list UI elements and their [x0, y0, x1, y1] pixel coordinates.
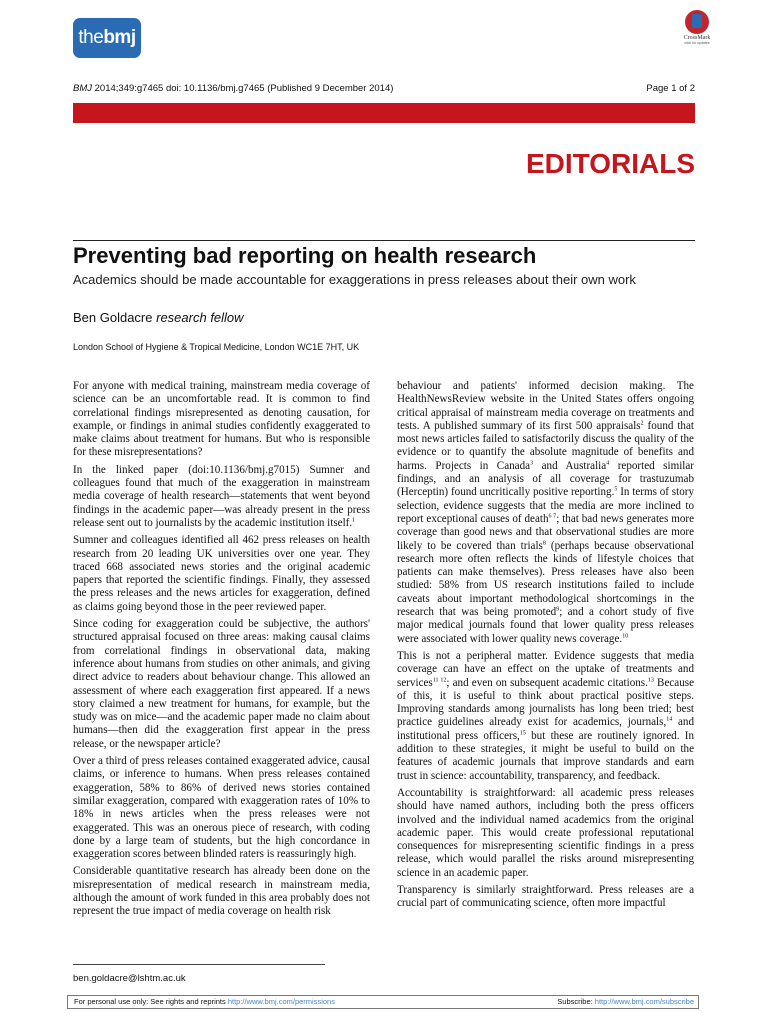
paragraph: [73, 464, 370, 530]
logo-text-the: the: [78, 27, 104, 48]
reference-marker[interactable]: 11 12: [432, 676, 447, 683]
reference-marker[interactable]: 9: [556, 606, 560, 613]
paragraph: [397, 650, 694, 783]
article-title: Preventing bad reporting on health research: [73, 243, 537, 268]
footer-rights: [74, 996, 335, 1008]
subscribe-link[interactable]: http://www.bmj.com/subscribe: [594, 997, 694, 1006]
footer-subscribe: [557, 996, 694, 1008]
paragraph-text: ; and a cohort study of five major medical journals found that lower quality press releases were associated with lower quality news coverage.: [397, 606, 694, 645]
author-line: [73, 310, 244, 325]
header-red-bar: [73, 103, 695, 123]
paragraph-text: but these are routinely ignored. In addition to these strategies, it might be useful to build on the features of academic journals that improve standards and earn trust in science: accountability, transparency, and feedback.: [397, 729, 694, 782]
paragraph-text: In the linked paper (doi:10.1136/bmj.g7015) Sumner and colleagues found that much of the exaggeration in mainstream media coverage of health research—statements that went beyond findings in the academic paper—was already present in the press release sent out to journalists by the academic institution itself.: [73, 463, 370, 529]
crossmark-label: CrossMark: [683, 35, 711, 41]
paragraph-text: (perhaps because observational research more often reflects the kinds of lifestyle choices that patients can make themselves). Press releases have also been studied: 58% from US research institutions failed to include caveats about important methodological shortcomings in the research that was being promoted: [397, 539, 695, 619]
reference-marker[interactable]: 6 7: [548, 513, 557, 520]
paragraph-text: and institutional press officers,: [397, 716, 695, 742]
footnote-rule: [73, 964, 325, 965]
body-column-left: [73, 380, 370, 923]
section-heading: EDITORIALS: [525, 148, 695, 179]
paragraph-text: reported similar findings, and an analysis of all coverage for trastuzumab (Herceptin) found uncritically positive reporting.: [397, 459, 694, 499]
reference-marker[interactable]: 1: [352, 517, 356, 524]
crossmark-badge[interactable]: [682, 10, 712, 45]
page-footer: [67, 995, 699, 1009]
paragraph: Accountability is straightforward: all academic press releases should have named authors, including both the press officers involved and the individual named academics from the original academic paper. This would create professional reputational consequences for misrepresenting scientific findings in a press release, which would parallel the risks around misrepresenting science in an academic paper.: [397, 786, 694, 879]
paragraph: Since coding for exaggeration could be subjective, the authors' structured appraisal focused on three areas: making causal claims from correlational findings in observational data, making inference about humans from studies on other animals, and giving direct advice to readers about behaviour change. This allowed an assessment of where each exaggeration first appeared. If a news story claimed a new treatment for humans, for example, but the study was on mice—and the academic paper made no claim about humans—then did the exaggeration first appear in the press release, or the newspaper article?: [73, 618, 370, 750]
paragraph: Transparency is similarly straightforward. Press releases are a crucial part of communicating science, often more impactful: [397, 883, 694, 910]
citation-details: 2014;349:g7465 doi: 10.1136/bmj.g7465 (Published 9 December 2014): [92, 83, 394, 94]
reference-marker[interactable]: 15: [519, 730, 526, 737]
reference-marker[interactable]: 13: [647, 676, 654, 683]
bmj-logo[interactable]: [73, 18, 141, 58]
paragraph-text: In terms of story selection, evidence suggests that the media are more inclined to report exceptional causes of death: [397, 486, 694, 525]
footer-subscribe-text: Subscribe:: [557, 997, 595, 1006]
paragraph-text: ; and even on subsequent academic citations.: [446, 676, 648, 689]
author-email[interactable]: ben.goldacre@lshtm.ac.uk: [73, 973, 186, 984]
reference-marker[interactable]: 4: [606, 460, 610, 467]
paragraph: Sumner and colleagues identified all 462 press releases on health research from 20 leading UK universities over one year. They traced 668 associated news stories and the original academic papers that reported the scientific findings. Finally, they assessed the press releases and the news articles for exaggeration, defined as claims going beyond those in the peer reviewed paper.: [73, 534, 370, 613]
paragraph-text: found that most news articles failed to satisfactorily discuss the quality of the evidence or to quantify the absolute magnitude of benefits and harms. Projects in Canada: [397, 419, 694, 472]
page-number: Page 1 of 2: [646, 83, 695, 94]
paragraph: For anyone with medical training, mainstream media coverage of science can be an uncomfortable read. It is common to find correlational findings misrepresented as denoting causation, for example, or findings in animal studies confidently exaggerated to make claims about treatment for humans. But who is responsible for these misrepresentations?: [73, 380, 370, 459]
author-role: research fellow: [156, 310, 244, 325]
reference-marker[interactable]: 10: [622, 632, 629, 639]
reference-marker[interactable]: 3: [530, 460, 534, 467]
citation-line: [73, 83, 393, 94]
reference-marker[interactable]: 2: [640, 420, 644, 427]
body-column-right: [397, 380, 694, 915]
paragraph-text: and Australia: [533, 459, 607, 472]
paragraph-text: This is not a peripheral matter. Evidence suggests that media coverage can have an effect on the uptake of treatments and services: [397, 649, 694, 689]
crossmark-sublabel: click for updates: [684, 41, 710, 45]
paragraph-text: ; that bad news generates more coverage than good news and that observational studies are more likely to be covered than trials: [397, 512, 695, 552]
reference-marker[interactable]: 5: [614, 486, 618, 493]
permissions-link[interactable]: http://www.bmj.com/permissions: [227, 997, 335, 1006]
logo-text-bmj: bmj: [103, 27, 136, 48]
paragraph: [397, 380, 694, 646]
footer-rights-text: For personal use only: See rights and reprints: [74, 997, 228, 1006]
paragraph: Over a third of press releases contained exaggerated advice, causal claims, or inference to humans. When press releases contained exaggeration, 58% to 86% of derived news stories contained similar exaggeration, compared with exaggeration rates of 10% to 18% in news articles when the press releases were not exaggerated. This was an onerous piece of research, with coding done by a large team of students, but the high concordance in exaggeration scores between blinded raters is reassuringly high.: [73, 755, 370, 861]
article-subtitle: Academics should be made accountable for exaggerations in press releases about their own work: [73, 272, 636, 287]
author-affiliation: London School of Hygiene & Tropical Medicine, London WC1E 7HT, UK: [73, 342, 360, 352]
citation-journal: BMJ: [73, 83, 92, 94]
reference-marker[interactable]: 8: [542, 539, 546, 546]
crossmark-icon: [685, 10, 709, 34]
reference-marker[interactable]: 14: [666, 716, 673, 723]
paragraph: Considerable quantitative research has already been done on the misrepresentation of medical research in mainstream media, although the amount of work funded in this area probably does not represent the true impact of media coverage on health risk: [73, 865, 370, 918]
title-rule: [73, 240, 695, 241]
paragraph-text: Because of this, it is useful to think about practical positive steps. Improving standards among journalists has long been tried; best practice guidelines already exist for academics, journals,: [397, 676, 695, 729]
author-name: Ben Goldacre: [73, 310, 153, 325]
paragraph-text: behaviour and patients' informed decision making. The HealthNewsReview website in the United States offers ongoing critical appraisal of mainstream media coverage on treatments and tests. A published summary of its first 500 appraisals: [397, 380, 694, 432]
